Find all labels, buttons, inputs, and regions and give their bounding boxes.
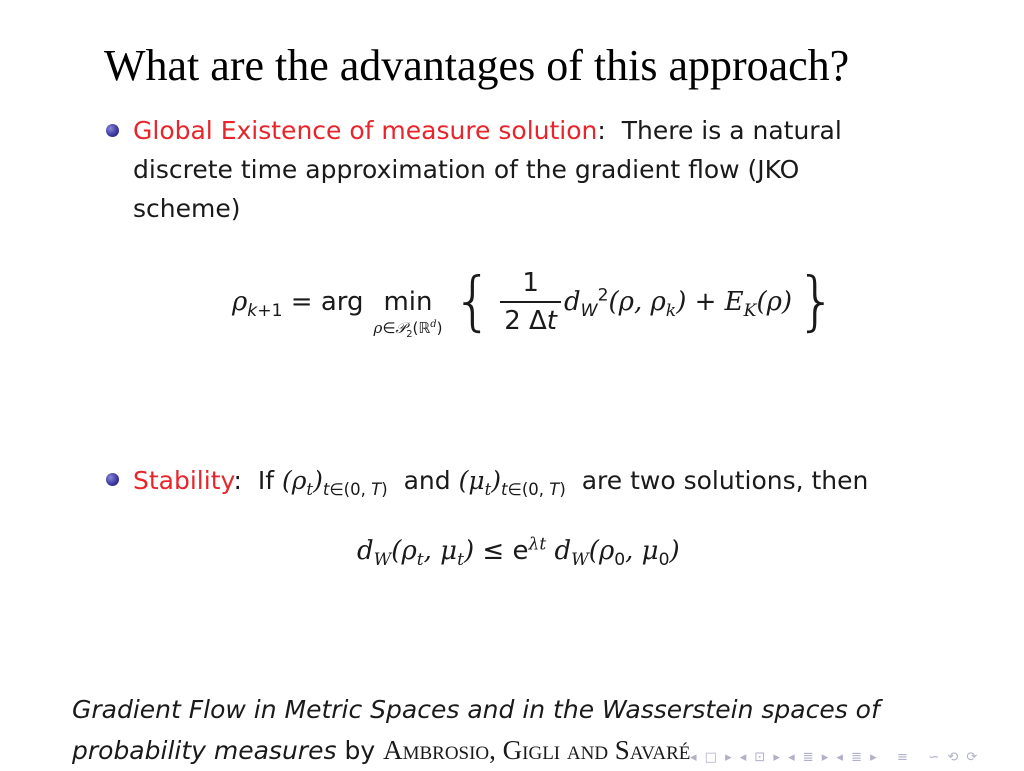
- jko-equation: $\rho_{k+1}$ = arg min ρ∈𝒫$_2$(ℝ$^d$) { $\frac{1}{2 \Delta t}$ $d_W^2(\rho$, $\rho_k) + E_K(\rho)$ }: [232, 265, 837, 340]
- bullet-ball-icon: [106, 124, 119, 137]
- bullet-text-rest: are two solutions, then: [581, 466, 869, 495]
- reference-title-line-2: probability measures: [72, 736, 337, 765]
- reference-title-line-1: Gradient Flow in Metric Spaces and in the Wasserstein spaces of: [72, 695, 880, 724]
- bullet-line-3: scheme): [133, 194, 241, 223]
- bullet-text-and: and: [403, 466, 451, 495]
- bullet-text: There is a natural: [621, 116, 842, 145]
- bullet-separator: :: [233, 466, 242, 495]
- bullet-separator: :: [597, 116, 606, 145]
- stability-equation: $d_W(\rho_t$, $\mu_t) \le e^{\lambda t}$ $d_W(\rho_0$, $\mu_0$): [357, 534, 680, 571]
- slide-title: What are the advantages of this approach?: [104, 41, 850, 90]
- rho-family: $(\rho_t)_{t\in(0, T)}$: [281, 466, 388, 499]
- reference-authors: Ambrosio, Gigli and Savaré: [383, 735, 691, 765]
- bullet-ball-icon: [106, 473, 119, 486]
- reference-by: by: [344, 736, 376, 765]
- bullet-label: Stability: [133, 466, 234, 495]
- bullet-line-1: [133, 111, 933, 150]
- bullet-label: Global Existence of measure solution: [133, 116, 598, 145]
- bullet-line-2: discrete time approximation of the gradient flow (JKO: [133, 155, 800, 184]
- bullet-text-if: If: [257, 466, 275, 495]
- mu-family: $(\mu_t)_{t\in(0, T)}$: [458, 466, 566, 499]
- bullet-stability: [133, 461, 868, 500]
- bullet-global-existence: [133, 111, 933, 228]
- beamer-nav-icon[interactable]: ◂ □ ▸ ◂ ⊡ ▸ ◂ ≣ ▸ ◂ ≣ ▸ ≡ ∽ ⟲ ⟳: [690, 750, 980, 765]
